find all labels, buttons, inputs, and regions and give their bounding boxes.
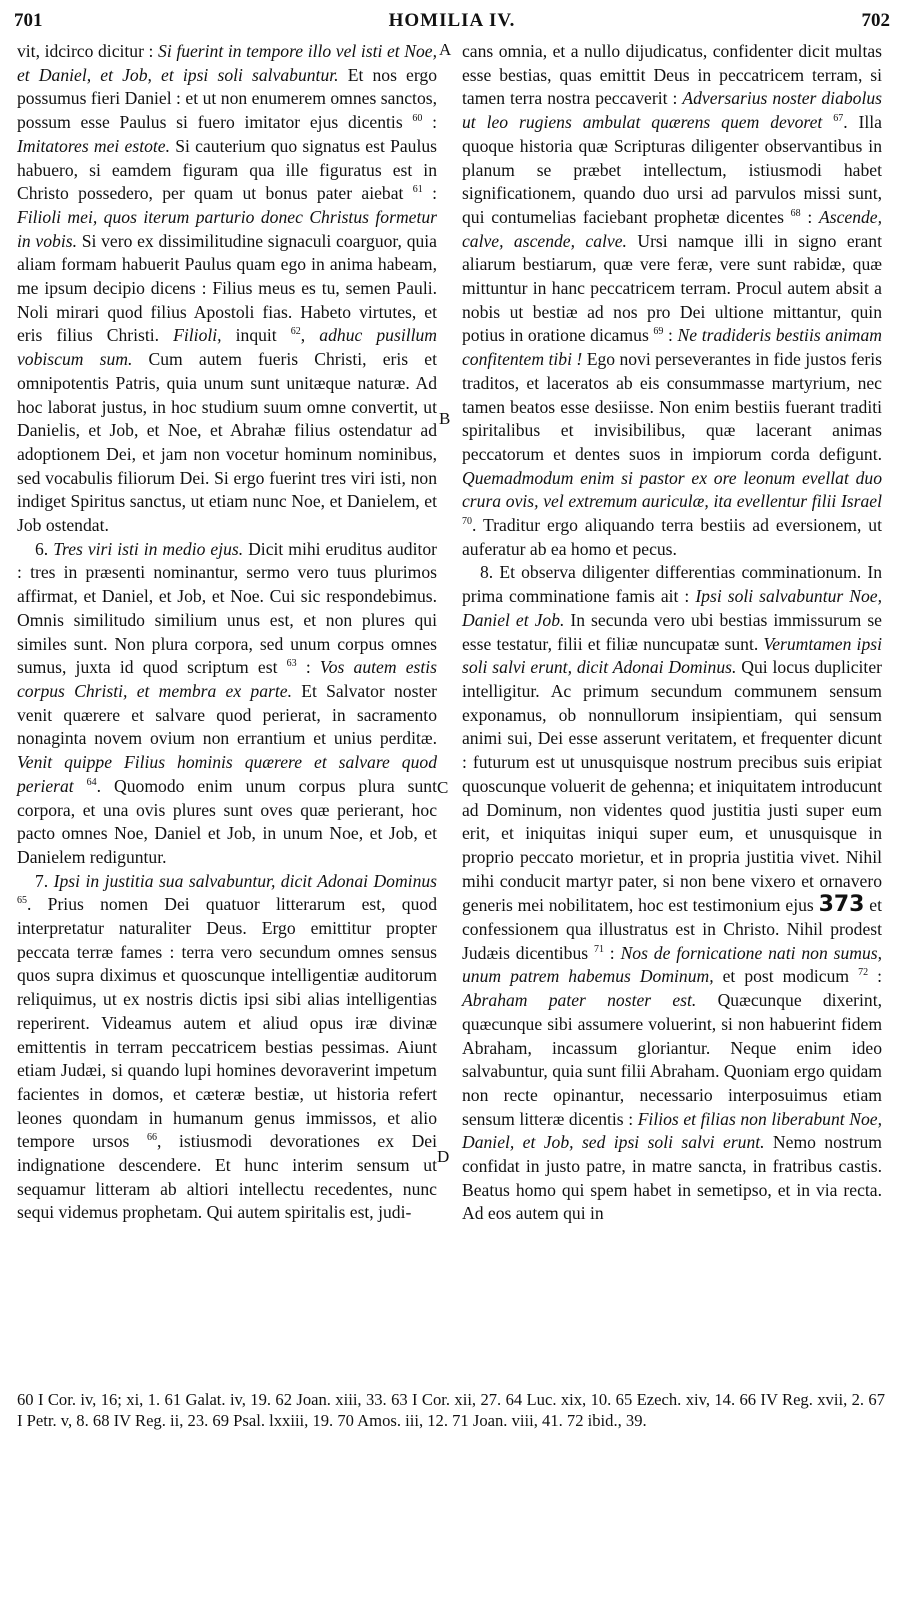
paragraph-continuation-right: cans omnia, et a nullo dijudicatus, confidenter dicit multas esse bestias, quas emittit Deus in peccatricem terram, si tamen terra nostra peccaverit : Adversarius noster diabolus ut leo rugiens ambulat quærens quem devoret $^{67}$. Illa quoque historia quæ Scripturas diligenter observantibus in planum se præbet intellectum, istiusmodi habet significationem, quando duo ursi ad parvulos missi sunt, qui contumelias faciebant prophetæ dicentes $^{68}$ : Ascende, calve, ascende, calve. Ursi namque illi in signo erant aliarum bestiarum, quæ vere feræ, vere sunt rabidæ, quæ mittuntur in hanc peccatricem terram. Procul autem absit a nobis ut bestiæ ad nos pro Dei ultione mittantur, quin potius in oratione dicamus $^{69}$ : Ne tradideris bestiis animam confitentem tibi ! Ego novi perseverantes in fide justos feris traditos, et laceratos ab eis consummasse martyrium, nec tamen beatos esse desiisse. Non enim bestiis fuerant traditi spiritalibus et invisibilibus, quæ lacerant animas peccatorum et dentes suos in impiorum corda defigunt. Quemadmodum enim si pastor ex ore leonum evellat duo crura ovis, vel extremum auriculæ, ita evellentur filii Israel $^{70}$. Traditur ergo aliquando terra bestiis ad eversionem, ut auferatur ab ea homo et pecus.	[462, 41, 883, 559]
margin-marker-c: C	[437, 778, 449, 797]
text-column-right	[462, 40, 882, 1226]
footnotes: 60 I Cor. iv, 16; xi, 1. 61 Galat. iv, 19. 62 Joan. xiii, 33. 63 I Cor. xii, 27. 64 Luc. xix, 10. 65 Ezech. xiv, 14. 66 IV Reg. xvii, 2. 67 I Petr. v, 8. 68 IV Reg. ii, 23. 69 Psal. lxxiii, 19. 70 Amos. iii, 12. 71 Joan. viii, 41. 72 ibid., 39.	[17, 1390, 885, 1430]
text-column-left	[17, 40, 437, 1225]
page-number-right: 702	[861, 10, 890, 31]
margin-marker-b: B	[439, 409, 451, 428]
page-number-left: 701	[14, 10, 43, 31]
paragraph-6: 6. Tres viri isti in medio ejus. Dicit mihi eruditus auditor : tres in præsenti nominantur, sermo vero tuus plurimos affirmat, et Daniel, et Job, et Noe. Cui sic respondebimus. Omnis similitudo similium unus est, et non plures qui similes sunt. Non plura corpora, sed unum corpus omnes sumus, juxta id quod scriptum est $^{63}$ : Vos autem estis corpus Christi, et membra ex parte. Et Salvator noster venit quærere et salvare quod perierat, in sacramento nonaginta novem ovium non errantium et unius perditæ. Venit quippe Filius hominis quærere et salvare quod perierat $^{64}$. Quomodo enim unum corpus plura sunt corpora, et una ovis plures sunt oves quæ perierant, hoc pacto omnes Noe, Daniel et Job, in unum Noe, et Job, et Danielem rediguntur.	[17, 538, 438, 867]
margin-marker-a: A	[439, 40, 452, 59]
paragraph-continuation: vit, idcirco dicitur : Si fuerint in tempore illo vel isti et Noe, et Daniel, et Job, et ipsi soli salvabuntur. Et nos ergo possumus fieri Daniel : et ut non enumerem omnes sanctos, possum esse Paulus si fuero imitator ejus dicentis $^{60}$ : Imitatores mei estote. Si cauterium quo signatus est Paulus habuero, si eamdem figuram qua ille figuratus est in Christo possedero, per quam ut bonus pater aiebat $^{61}$ : Filioli mei, quos iterum parturio donec Christus formetur in vobis. Si vero ex dissimilitudine signaculi coarguor, quia aliam formam habuerit Paulus quam ego in anima habeam, me ipsum decipio dicens : Filius meus es tu, semen Pauli. Noli mirari quod filius Apostoli fias. Habeto virtutes, et eris filius Christi. Filioli, inquit $^{62}$, adhuc pusillum vobiscum sum. Cum autem fueris Christi, eris et omnipotentis Patris, quia unum sunt unitæque naturæ. Ad hoc laborat justus, in hoc studium suum omne convertit, ut Danielis, et Job, et Noe, et Abrahæ filius ostendatur ad adoptionem Dei, et jam non vocetur hominum nominibus, sed vocabulis filiorum Dei. Si ergo fuerint tres viri isti, non indiget Spiritus sanctus, ut etiam nunc Noe, et Danielem, et Job ostendat.	[17, 41, 438, 536]
paragraph-8: 8. Et observa diligenter differentias comminationum. In prima comminatione famis ait : Ipsi soli salvabuntur Noe, Daniel et Job. In secunda vero ubi bestias immissurum se esse testatur, filii et filiæ nuncupatæ sunt. Verumtamen ipsi soli salvi erunt, dicit Adonai Dominus. Qui locus dupliciter intelligitur. Ac primum secundum communem sensum exponamus, ob nonnullorum insipientiam, qui sensum animi sui, Dei esse asserunt veritatem, et frequenter dicunt : futurum est ut unusquisque nostrum precibus suis eripiat quoscunque voluerit de gehenna; et iniquitatem introducunt ad Dominum, non videntes quod justitia justi super eum erit, et iniquitas iniqui super eum, et unusquisque in proprio peccato morietur, et in propria justitia vivet. Nihil mihi conducit martyr pater, si non bene vixero et ornavero generis mei nobilitatem, hoc est testimonium ejus 373 et confessionem qua illustratus est in Christo. Nihil prodest Judæis dicentibus $^{71}$ : Nos de fornicatione nati non sumus, unum patrem habemus Dominum, et post modicum $^{72}$ : Abraham pater noster est. Quæcunque dixerint, quæcunque sibi assumere voluerint, si non habuerint fidem Abraham, incassum gloriantur. Neque enim ideo salvabuntur, quia sunt filii Abraham. Quoniam ergo quidam non recte opinantur, necessario interposuimus etiam sensum litteræ dicentis : Filios et filias non liberabunt Noe, Daniel, et Job, sed ipsi soli salvi erunt. Nemo nostrum confidat in justo patre, in matre sancta, in fratribus castis. Beatus homo qui spem habet in semetipso, et in via recta. Ad eos autem qui in	[462, 562, 883, 1224]
running-title: HOMILIA IV.	[388, 10, 516, 31]
inline-column-number: 373	[818, 892, 865, 918]
paragraph-7: 7. Ipsi in justitia sua salvabuntur, dicit Adonai Dominus $^{65}$. Prius nomen Dei quatuor litterarum est, quod interpretatur naturaliter Deus. Ergo emittitur propter peccata terræ fames : terra vero secundum omnes sensus quos supra diximus et quoscunque intelligentiæ auditorum reliquimus, ut ex nostris dictis ipsi sibi alias intelligentias reperirent. Videamus autem et aliud opus iræ divinæ emittentis in terram peccatricem bestias pessimas. Aiunt etiam Judæi, si quando lupi homines devoraverint impetum facientes in domos, et cæteræ bestiæ, ut historia refert leones quondam in humanum genus immissos, et alio tempore ursos $^{66}$, istiusmodi devorationes ex Dei indignatione descendere. Et hunc interim sensum ut sequamur litteram ab altiori intellectu recedentes, nunc sequi videmus prophetam. Qui autem spiritalis est, judi-	[17, 870, 438, 1223]
margin-marker-d: D	[437, 1147, 450, 1166]
